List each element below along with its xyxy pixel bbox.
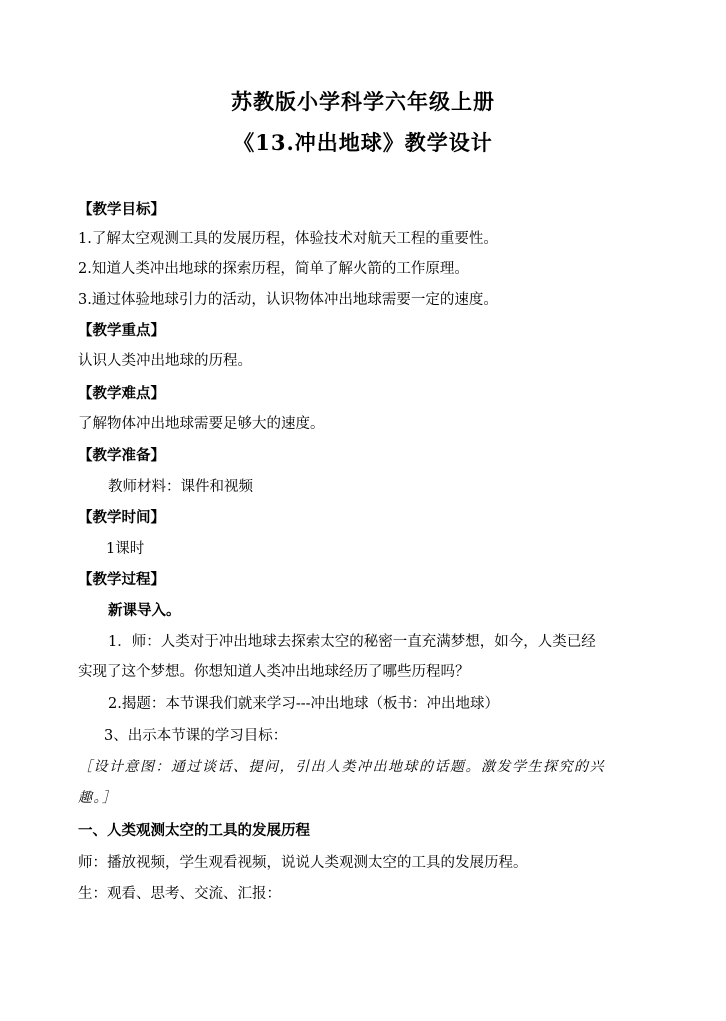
difficulty-text: 了解物体冲出地球需要足够大的速度。 [78,416,325,432]
student-activity: 生：观看、思考、交流、汇报： [78,886,281,902]
document-title-line-1: 苏教版小学科学六年级上册 [231,89,495,114]
goal-item-2: 2.知道人类冲出地球的探索历程，简单了解火箭的工作原理。 [78,261,469,277]
teacher-activity: 师：播放视频，学生观看视频，说说人类观测太空的工具的发展历程。 [78,855,528,871]
key-points-heading: 【教学重点】 [78,322,165,339]
intro-step-1-line-1: 1．师：人类对于冲出地球去探索太空的秘密一直充满梦想，如今，人类已经 [108,634,596,650]
design-note-line-1: ［设计意图：通过谈话、提问，引出人类冲出地球的话题。激发学生探究的兴 [78,759,605,775]
preparation-heading: 【教学准备】 [78,447,165,464]
design-note-line-2: 趣。］ [78,790,118,806]
preparation-text: 教师材料：课件和视频 [108,479,253,495]
time-text: 1课时 [106,541,145,557]
intro-step-3: 3、出示本节课的学习目标： [104,728,288,744]
key-points-text: 认识人类冲出地球的历程。 [78,353,252,369]
difficulty-heading: 【教学难点】 [78,385,165,402]
process-heading: 【教学过程】 [78,571,165,588]
goal-item-3: 3.通过体验地球引力的活动，认识物体冲出地球需要一定的速度。 [78,292,498,308]
intro-label: 新课导入。 [108,602,181,619]
part-1-heading: 一、人类观测太空的工具的发展历程 [78,822,310,839]
time-heading: 【教学时间】 [78,509,165,526]
document-title-line-2: 《13.冲出地球》教学设计 [233,130,493,155]
goal-item-1: 1.了解太空观测工具的发展历程，体验技术对航天工程的重要性。 [78,231,498,247]
intro-step-1-line-2: 实现了这个梦想。你想知道人类冲出地球经历了哪些历程吗？ [78,664,470,680]
intro-step-2: 2.揭题：本节课我们就来学习---冲出地球（板书：冲出地球） [108,696,500,712]
goals-heading: 【教学目标】 [78,201,165,218]
